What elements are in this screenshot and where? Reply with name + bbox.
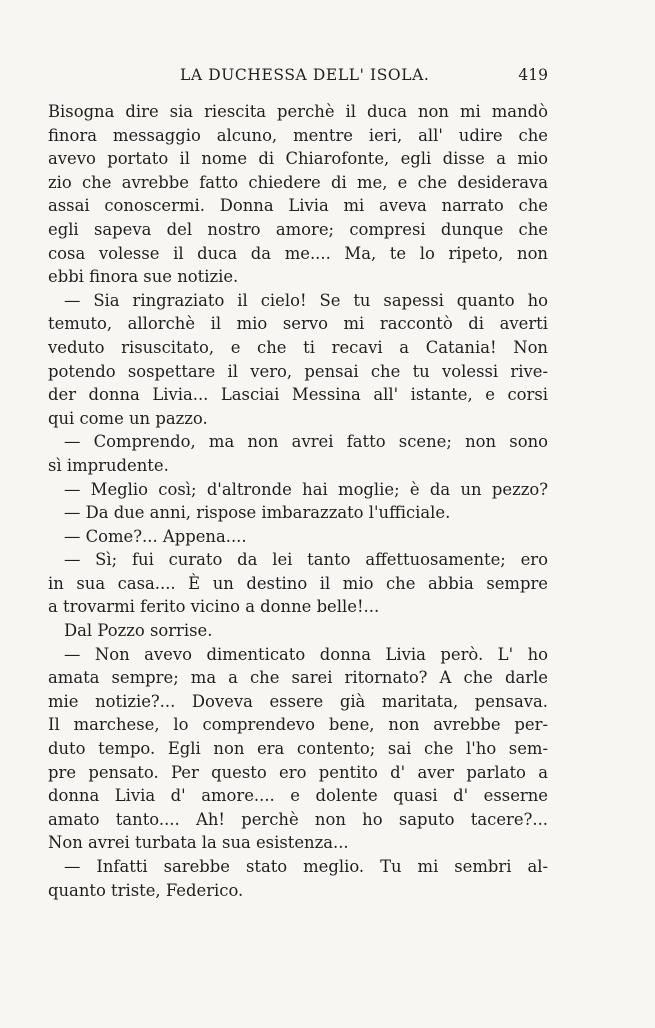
text-line: in sua casa.... È un destino il mio che abbia sempre (48, 573, 548, 593)
text-line: sì imprudente. (48, 455, 169, 475)
running-title: LA DUCHESSA DELL' ISOLA. (180, 66, 430, 84)
text-line: quanto triste, Federico. (48, 880, 244, 900)
text-line: avevo portato il nome di Chiarofonte, egli disse a mio (48, 149, 548, 169)
text-line: finora messaggio alcuno, mentre ieri, all' udire che (48, 125, 548, 145)
text-line: temuto, allorchè il mio servo mi raccontò di averti (48, 314, 548, 334)
text-line: assai conoscermi. Donna Livia mi aveva narrato che (48, 196, 548, 216)
text-line: a trovarmi ferito vicino a donne belle!... (48, 597, 380, 617)
page-number: 419 (518, 66, 548, 84)
text-line: duto tempo. Egli non era contento; sai che l'ho sem- (48, 739, 548, 759)
text-line: cosa volesse il duca da me.... Ma, te lo ripeto, non (48, 243, 548, 263)
text-line: mie notizie?... Doveva essere già maritata, pensava. (48, 691, 548, 711)
page-header (48, 66, 548, 90)
text-line: — Meglio così; d'altronde hai moglie; è da un pezzo? (64, 479, 548, 499)
text-line: potendo sospettare il vero, pensai che tu volessi rive- (48, 361, 548, 381)
text-line: qui come un pazzo. (48, 408, 208, 428)
text-line: veduto risuscitato, e che ti recavi a Catania! Non (48, 337, 548, 357)
text-line: — Non avevo dimenticato donna Livia però. L' ho (64, 644, 548, 664)
text-line: — Sia ringraziato il cielo! Se tu sapessi quanto ho (64, 290, 548, 310)
text-line: — Comprendo, ma non avrei fatto scene; non sono (64, 432, 548, 452)
text-line: der donna Livia... Lasciai Messina all' istante, e corsi (48, 385, 548, 405)
text-line: Non avrei turbata la sua esistenza... (48, 833, 349, 853)
text-line: amata sempre; ma a che sarei ritornato? A che darle (48, 668, 548, 688)
text-line: amato tanto.... Ah! perchè non ho saputo tacere?... (48, 809, 548, 829)
text-line: pre pensato. Per questo ero pentito d' aver parlato a (48, 762, 548, 782)
text-line: — Come?... Appena.... (64, 526, 247, 546)
body-text (48, 100, 548, 902)
text-line: — Sì; fui curato da lei tanto affettuosamente; ero (64, 550, 548, 570)
text-line: Il marchese, lo comprendevo bene, non avrebbe per- (48, 715, 548, 735)
text-line: ebbi finora sue notizie. (48, 267, 239, 287)
text-line: egli sapeva del nostro amore; compresi dunque che (48, 219, 548, 239)
text-line: — Da due anni, rispose imbarazzato l'ufficiale. (64, 503, 451, 523)
text-line: Bisogna dire sia riescita perchè il duca non mi mandò (48, 102, 548, 121)
text-line: donna Livia d' amore.... e dolente quasi d' esserne (48, 786, 548, 806)
text-line: — Infatti sarebbe stato meglio. Tu mi sembri al- (64, 857, 548, 876)
text-line: Dal Pozzo sorrise. (64, 621, 213, 641)
text-line: zio che avrebbe fatto chiedere di me, e che desiderava (48, 172, 548, 192)
